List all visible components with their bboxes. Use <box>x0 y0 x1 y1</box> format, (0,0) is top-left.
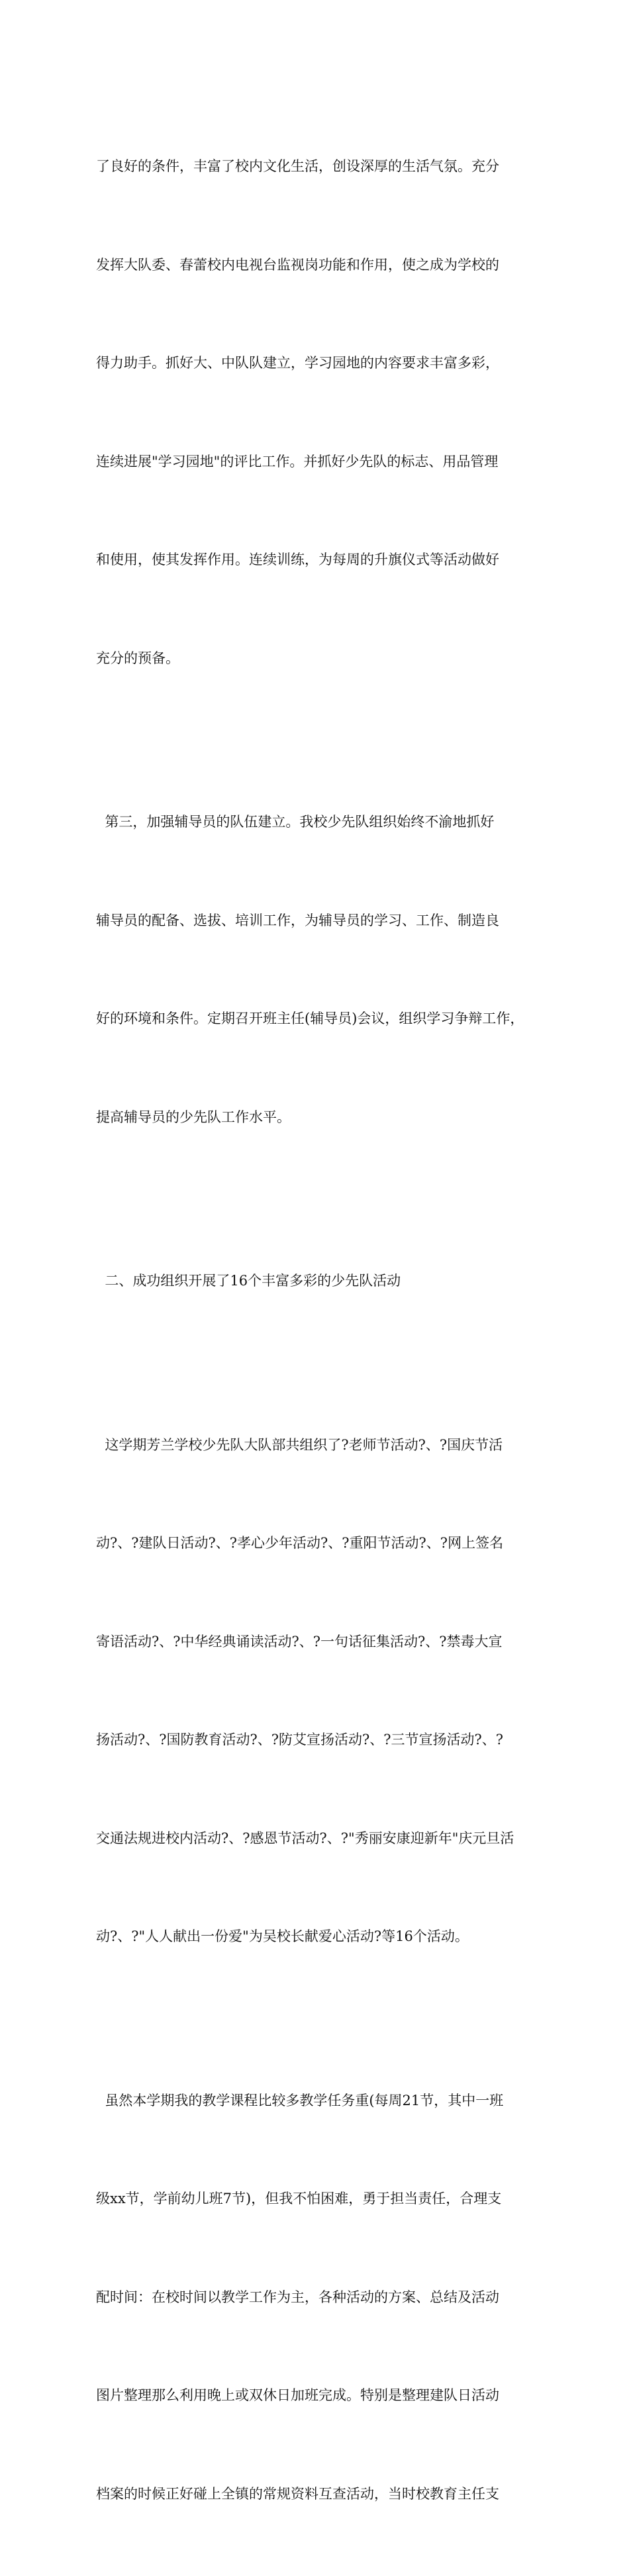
paragraph-4 <box>96 2019 546 2576</box>
text-line: 虽然本学期我的教学课程比较多教学任务重(每周21节，其中一班 <box>96 2085 546 2118</box>
text-line: 提高辅导员的少先队工作水平。 <box>96 1101 546 1134</box>
text-line: 这学期芳兰学校少先队大队部共组织了?老师节活动?、?国庆节活 <box>96 1429 546 1462</box>
paragraph-2 <box>96 740 546 1199</box>
text-line: 寄语活动?、?中华经典诵读活动?、?一句话征集活动?、?禁毒大宣 <box>96 1626 546 1659</box>
paragraph-1 <box>96 85 546 740</box>
text-line: 级xx节，学前幼儿班7节)，但我不怕困难，勇于担当责任，合理支 <box>96 2183 546 2216</box>
text-line: 动?、?建队日活动?、?孝心少年活动?、?重阳节活动?、?网上签名 <box>96 1527 546 1560</box>
text-line: 辅导员的配备、选拔、培训工作，为辅导员的学习、工作、制造良 <box>96 905 546 938</box>
text-line: 好的环境和条件。定期召开班主任(辅导员)会议，组织学习争辩工作， <box>96 1003 546 1036</box>
text-line: 交通法规进校内活动?、?感恩节活动?、?"秀丽安康迎新年"庆元旦活 <box>96 1822 546 1856</box>
text-line: 连续进展"学习园地"的评比工作。并抓好少先队的标志、用品管理 <box>96 446 546 479</box>
text-line: 了良好的条件，丰富了校内文化生活，创设深厚的生活气氛。充分 <box>96 150 546 183</box>
text-line: 二、成功组织开展了16个丰富多彩的少先队活动 <box>96 1265 546 1298</box>
text-line: 档案的时候正好碰上全镇的常规资料互查活动，当时校教育主任支 <box>96 2478 546 2511</box>
text-line: 配时间：在校时间以教学工作为主，各种活动的方案、总结及活动 <box>96 2281 546 2314</box>
text-line: 发挥大队委、春蕾校内电视台监视岗功能和作用，使之成为学校的 <box>96 249 546 282</box>
text-line: 和使用，使其发挥作用。连续训练，为每周的升旗仪式等活动做好 <box>96 544 546 577</box>
text-line: 第三，加强辅导员的队伍建立。我校少先队组织始终不渝地抓好 <box>96 806 546 839</box>
section-heading <box>96 1199 546 1363</box>
text-line: 动?、?"人人献出一份爱"为吴校长献爱心活动?等16个活动。 <box>96 1920 546 1954</box>
text-line: 得力助手。抓好大、中队队建立，学习园地的内容要求丰富多彩， <box>96 347 546 380</box>
paragraph-3 <box>96 1363 546 2019</box>
text-line: 图片整理那么利用晚上或双休日加班完成。特别是整理建队日活动 <box>96 2379 546 2412</box>
text-line: 充分的预备。 <box>96 642 546 675</box>
document-page <box>0 0 629 890</box>
document-body <box>96 85 546 2576</box>
text-line: 扬活动?、?国防教育活动?、?防艾宣扬活动?、?三节宣扬活动?、? <box>96 1724 546 1757</box>
